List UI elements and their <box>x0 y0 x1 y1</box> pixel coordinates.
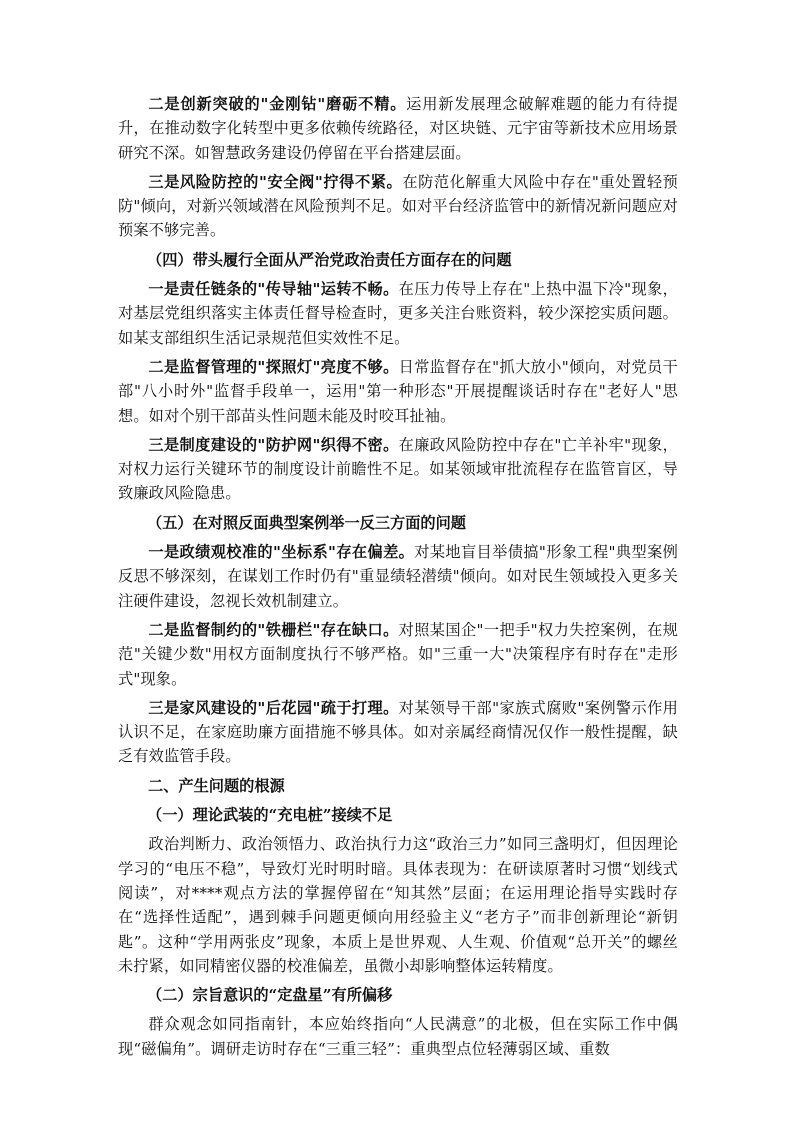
paragraph <box>118 540 678 613</box>
chapter-heading: 二、产生问题的根源 <box>148 776 285 795</box>
paragraph <box>118 433 678 506</box>
paragraph-lead: 一是责任链条的"传导轴"运转不畅。 <box>148 280 399 299</box>
paragraph <box>118 696 678 769</box>
paragraph <box>118 1012 678 1061</box>
paragraph <box>118 170 678 243</box>
section-heading: （二）宗旨意识的“定盘星”有所偏移 <box>147 986 393 1005</box>
paragraph-text: 对照某国企"一把手"权力失控案例，在规范"关键少数"用权方面制度执行不够严格。如"三重一大"决策程序有时存在"走形式"现象。 <box>118 620 678 688</box>
paragraph <box>118 832 678 978</box>
section-heading: （一）理论武装的“充电桩”接续不足 <box>147 806 393 825</box>
paragraph-text: 对某领导干部"家族式腐败"案例警示作用认识不足，在家庭助廉方面措施不够具体。如对亲属经商情况仅作一般性提醒，缺乏有效监管手段。 <box>118 698 678 766</box>
paragraph-text: 日常监督存在"抓大放小"倾向，对党员干部"八小时外"监督手段单一，运用"第一种形态"开展提醒谈话时存在"老好人"思想。如对个别干部苗头性问题未能及时咬耳扯袖。 <box>118 357 678 425</box>
paragraph-lead: 二是监督制约的"铁栅栏"存在缺口。 <box>148 620 399 639</box>
paragraph-text: 运用新发展理念破解难题的能力有待提升，在推动数字化转型中更多依赖传统路径，对区块链、元宇宙等新技术应用场景研究不深。如智慧政务建设仍停留在平台搭建层面。 <box>118 95 678 162</box>
paragraph-lead: 二是监督管理的"探照灯"亮度不够。 <box>148 357 399 376</box>
paragraph <box>118 277 678 350</box>
paragraph <box>118 618 678 691</box>
section-heading: （五）在对照反面典型案例举一反三方面的问题 <box>147 513 466 532</box>
paragraph-text: 在防范化解重大风险中存在"重处置轻预防"倾向，对新兴领域潜在风险预判不足。如对平台经济监管中的新情况新问题应对预案不够完善。 <box>118 172 678 240</box>
paragraph <box>118 92 678 165</box>
paragraph-lead: 三是风险防控的"安全阀"拧得不紧。 <box>148 172 403 191</box>
paragraph-text: 对某地盲目举债搞"形象工程"典型案例反思不够深刻，在谋划工作时仍有"重显绩轻潜绩"倾向。如对民生领域投入更多关注硬件建设，忽视长效机制建立。 <box>118 543 679 610</box>
paragraph-lead: 一是政绩观校准的"坐标系"存在偏差。 <box>148 543 415 562</box>
document-page <box>118 92 678 1066</box>
paragraph-lead: 三是制度建设的"防护网"织得不密。 <box>148 435 399 454</box>
paragraph-text: 政治判断力、政治领悟力、政治执行力这“政治三力”如同三盏明灯，但因理论学习的“电压不稳”，导致灯光时明时暗。具体表现为：在研读原著时习惯“划线式阅读”，对****观点方法的掌握停留在“知其然”层面；在运用理论指导实践时存在“选择性适配”，遇到棘手问题更倾向用经验主义“老方子”而非创新理论“新钥匙”。这种“学用两张皮”现象，本质上是世界观、人生观、价值观“总开关”的螺丝未拧紧，如同精密仪器的校准偏差，虽微小却影响整体运转精度。 <box>118 835 678 975</box>
paragraph-text: 在压力传导上存在"上热中温下冷"现象，对基层党组织落实主体责任督导检查时，更多关注台账资料，较少深挖实质问题。如某支部组织生活记录规范但实效性不足。 <box>118 280 678 347</box>
paragraph <box>118 355 678 428</box>
paragraph-text: 在廉政风险防控中存在"亡羊补牢"现象，对权力运行关键环节的制度设计前瞻性不足。如某领域审批流程存在监管盲区，导致廉政风险隐患。 <box>118 435 678 503</box>
paragraph-lead: 二是创新突破的"金刚钻"磨砺不精。 <box>148 95 407 113</box>
paragraph-lead: 三是家风建设的"后花园"疏于打理。 <box>148 698 399 717</box>
section-heading: （四）带头履行全面从严治党政治责任方面存在的问题 <box>147 250 512 269</box>
paragraph-text: 群众观念如同指南针，本应始终指向“人民满意”的北极，但在实际工作中偶现“磁偏角”。调研走访时存在“三重三轻”：重典型点位轻薄弱区域、重数 <box>118 1015 678 1058</box>
